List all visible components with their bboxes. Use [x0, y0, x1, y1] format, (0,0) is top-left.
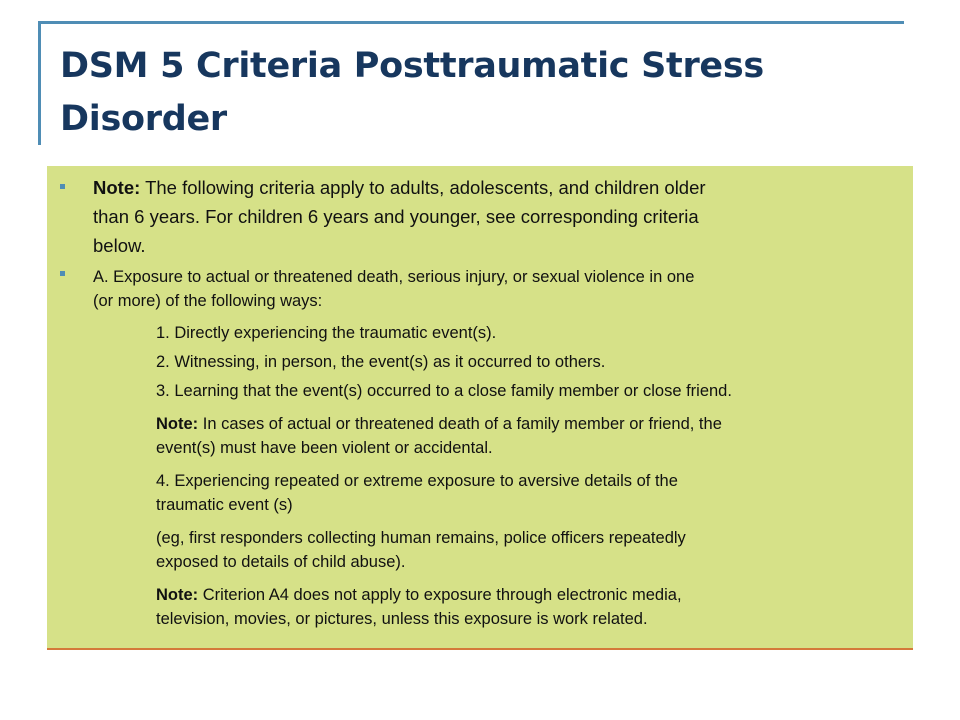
criterion-a-item-1: 1. Directly experiencing the traumatic event(s). [156, 324, 497, 342]
note-a4-text: Criterion A4 does not apply to exposure through electronic media, [198, 586, 682, 604]
note-violent-text: In cases of actual or threatened death of a family member or friend, the [198, 415, 722, 433]
content-bottom-rule [47, 648, 913, 650]
criterion-a-item-2: 2. Witnessing, in person, the event(s) as it occurred to others. [156, 353, 606, 371]
note-intro-line-1 [93, 173, 706, 202]
criterion-a-item-4-line-2: traumatic event (s) [156, 496, 293, 514]
slide-title-line-2: Disorder [60, 99, 227, 139]
note-intro-text: The following criteria apply to adults, adolescents, and children older [140, 177, 706, 198]
criterion-a-line-1: A. Exposure to actual or threatened death, serious injury, or sexual violence in one [93, 268, 695, 286]
criterion-a-item-4-line-1: 4. Experiencing repeated or extreme exposure to aversive details of the [156, 472, 678, 490]
title-frame-left-rule [38, 21, 41, 145]
criteria-content-panel [47, 166, 913, 648]
note-label: Note: [93, 177, 141, 198]
bullet-square-icon [60, 184, 65, 189]
criterion-a-line-2: (or more) of the following ways: [93, 292, 323, 310]
note-intro-line-2: than 6 years. For children 6 years and younger, see corresponding criteria [93, 206, 699, 227]
note-violent-line-2: event(s) must have been violent or accidental. [156, 439, 493, 457]
note-a4-line-1 [156, 584, 682, 606]
note-intro-line-3: below. [93, 235, 146, 256]
criterion-a-item-3: 3. Learning that the event(s) occurred to a close family member or close friend. [156, 382, 732, 400]
note-label: Note: [156, 586, 199, 604]
slide-title-line-1: DSM 5 Criteria Posttraumatic Stress [60, 46, 764, 86]
title-frame-top-rule [40, 21, 904, 24]
note-a4-line-2: television, movies, or pictures, unless this exposure is work related. [156, 610, 648, 628]
example-line-1: (eg, first responders collecting human remains, police officers repeatedly [156, 529, 686, 547]
example-line-2: exposed to details of child abuse). [156, 553, 406, 571]
note-label: Note: [156, 415, 199, 433]
note-violent-line-1 [156, 413, 722, 435]
slide-title [60, 40, 900, 146]
bullet-square-icon [60, 271, 65, 276]
